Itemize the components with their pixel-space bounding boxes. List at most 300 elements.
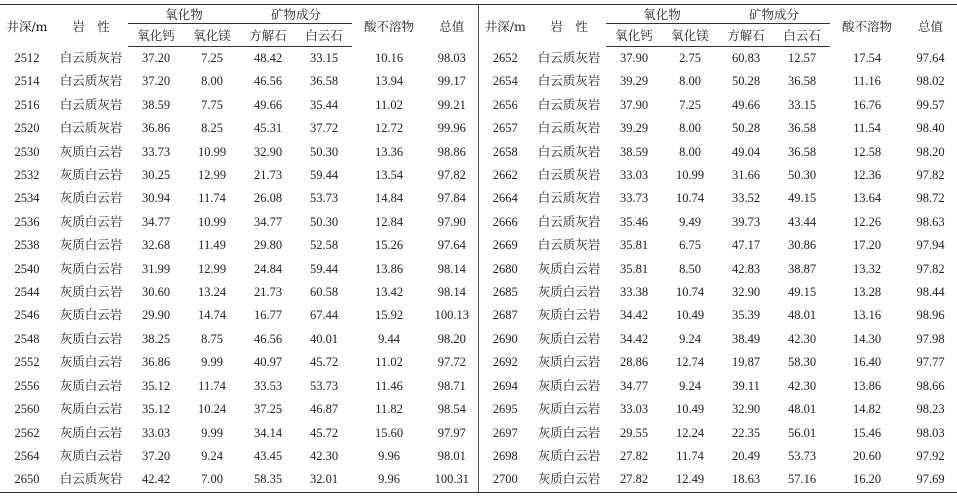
- cell-right-cao: 27.82: [606, 468, 662, 492]
- header-mgo: 氧化镁: [184, 24, 240, 47]
- cell-left-dolomite: 52.58: [309, 238, 339, 253]
- cell-left-depth: 2532: [14, 168, 40, 183]
- cell-right-insoluble: 13.64: [853, 191, 882, 206]
- cell-right-insoluble: 17.54: [853, 50, 882, 65]
- cell-left-mgo: 9.24: [201, 448, 223, 463]
- cell-left-insoluble: 15.60: [374, 425, 404, 440]
- table-row: [0, 351, 957, 374]
- cell-left-dolomite: 50.30: [309, 144, 339, 159]
- cell-right-lithology: 灰质白云岩: [537, 355, 601, 370]
- cell-right-mgo: 10.74: [675, 191, 705, 206]
- cell-right-mgo: 9.24: [679, 378, 701, 393]
- cell-right-depth: 2657: [478, 117, 532, 140]
- cell-right-depth: 2680: [478, 258, 532, 281]
- cell-right-calcite: 33.52: [731, 191, 761, 206]
- cell-left-mgo: 11.49: [198, 238, 226, 253]
- cell-left-cao: 29.90: [141, 308, 171, 323]
- cell-left-cao: 38.25: [141, 331, 171, 346]
- cell-right-calcite: 60.83: [731, 51, 761, 65]
- cell-left-calcite: 26.08: [253, 191, 283, 206]
- cell-right-cao: 35.81: [619, 261, 649, 276]
- cell-left-depth: 2514: [14, 74, 40, 89]
- cell-right-dolomite: 42.30: [787, 378, 817, 393]
- cell-left-dolomite: 67.44: [309, 308, 339, 323]
- cell-left-mgo: 8.75: [201, 331, 223, 346]
- cell-left-lithology: 灰质白云岩: [59, 285, 123, 300]
- cell-right-lithology: 灰质白云岩: [537, 402, 601, 417]
- header-lithology: 岩 性: [54, 5, 128, 47]
- cell-left-dolomite: 53.73: [309, 191, 339, 206]
- cell-right-cao: 27.82: [619, 448, 649, 463]
- cell-left-depth: 2548: [14, 331, 40, 346]
- cell-left-mgo: 9.99: [201, 425, 223, 440]
- cell-left-total: 97.64: [437, 238, 466, 253]
- cell-left-calcite: 40.97: [253, 355, 283, 370]
- cell-left-calcite: 29.80: [253, 238, 283, 253]
- cell-left-cao: 37.20: [141, 448, 171, 463]
- cell-right-insoluble: 11.16: [853, 74, 881, 89]
- cell-right-insoluble: 12.36: [853, 168, 882, 183]
- cell-right-depth: 2666: [478, 211, 532, 234]
- cell-left-depth: 2560: [14, 402, 40, 417]
- header-oxide-group-right: 氧化物: [606, 5, 718, 24]
- cell-right-insoluble: 12.58: [853, 144, 882, 159]
- header-mineral-group: 矿物成分: [240, 5, 352, 24]
- cell-right-lithology: 白云质灰岩: [537, 121, 601, 136]
- cell-left-dolomite: 53.73: [309, 378, 339, 393]
- cell-left-mgo: 13.24: [197, 285, 227, 300]
- header-cao: 氧化钙: [128, 24, 184, 47]
- cell-left-total: 97.97: [437, 425, 466, 440]
- cell-left-mgo: 10.99: [197, 214, 227, 229]
- cell-right-insoluble: 13.32: [853, 261, 882, 276]
- cell-left-mgo: 7.25: [201, 51, 223, 65]
- table-row: [0, 398, 957, 421]
- cell-right-dolomite: 12.57: [787, 51, 817, 65]
- cell-right-total: 97.69: [904, 468, 957, 492]
- cell-right-insoluble: 14.82: [853, 402, 882, 417]
- cell-left-calcite: 46.56: [253, 74, 283, 89]
- cell-left-mgo: 7.00: [184, 468, 240, 492]
- table-row: [0, 422, 957, 445]
- cell-right-total: 98.40: [916, 121, 945, 136]
- cell-right-lithology: 白云质灰岩: [537, 97, 601, 112]
- cell-left-total: 98.01: [437, 448, 466, 463]
- cell-left-cao: 34.77: [141, 214, 171, 229]
- cell-right-depth: 2698: [478, 445, 532, 468]
- cell-right-mgo: 12.49: [662, 468, 718, 492]
- cell-right-calcite: 19.87: [731, 355, 761, 370]
- cell-left-lithology: 白云质灰岩: [59, 74, 123, 89]
- cell-left-total: 99.21: [437, 97, 466, 112]
- cell-left-depth: 2530: [14, 144, 40, 159]
- cell-right-total: 97.92: [916, 448, 945, 463]
- cell-right-total: 98.63: [916, 214, 945, 229]
- cell-right-total: 97.94: [916, 238, 945, 253]
- cell-left-mgo: 14.74: [197, 308, 227, 323]
- cell-left-dolomite: 36.58: [309, 74, 339, 89]
- cell-left-total: 98.14: [437, 285, 466, 300]
- cell-left-total: 98.86: [437, 144, 466, 159]
- cell-left-calcite: 43.45: [253, 448, 283, 463]
- cell-right-dolomite: 58.30: [787, 355, 817, 370]
- cell-left-insoluble: 14.84: [374, 191, 404, 206]
- cell-right-calcite: 39.73: [731, 214, 761, 229]
- cell-right-cao: 29.55: [619, 425, 649, 440]
- table-row: [0, 328, 957, 351]
- cell-left-total: 99.17: [437, 74, 466, 89]
- cell-left-calcite: 34.77: [253, 214, 283, 229]
- cell-right-total: 97.64: [916, 50, 945, 65]
- cell-right-depth: 2690: [478, 328, 532, 351]
- cell-left-mgo: 11.74: [198, 191, 226, 206]
- table-row: [0, 117, 957, 140]
- cell-left-mgo: 10.24: [197, 402, 227, 417]
- header-calcite: 方解石: [240, 24, 296, 47]
- cell-right-cao: 28.86: [619, 355, 649, 370]
- table-row: [0, 187, 957, 210]
- cell-left-calcite: 32.90: [253, 144, 283, 159]
- cell-right-insoluble: 16.20: [830, 468, 904, 492]
- cell-left-calcite: 16.77: [253, 308, 283, 323]
- header-total: 总值: [426, 5, 478, 47]
- cell-right-insoluble: 13.86: [853, 378, 882, 393]
- cell-left-dolomite: 60.58: [309, 285, 339, 300]
- cell-right-dolomite: 38.87: [787, 261, 817, 276]
- cell-left-cao: 35.12: [141, 402, 171, 417]
- header-depth: 井深/m: [0, 5, 54, 47]
- table-row: [0, 211, 957, 234]
- cell-right-dolomite: 36.58: [787, 121, 817, 136]
- cell-right-cao: 34.77: [619, 378, 649, 393]
- cell-right-dolomite: 50.30: [787, 168, 817, 183]
- cell-left-total: 98.71: [437, 378, 466, 393]
- cell-left-dolomite: 42.30: [309, 448, 339, 463]
- cell-right-depth: 2662: [478, 164, 532, 187]
- cell-left-dolomite: 46.87: [309, 402, 339, 417]
- cell-left-cao: 42.42: [128, 468, 184, 492]
- cell-left-total: 98.20: [437, 331, 466, 346]
- cell-right-depth: 2654: [478, 70, 532, 93]
- cell-right-cao: 33.38: [619, 285, 649, 300]
- cell-right-mgo: 8.00: [679, 144, 701, 159]
- cell-right-insoluble: 13.28: [853, 285, 882, 300]
- header-mgo-right: 氧化镁: [662, 24, 718, 47]
- cell-right-total: 97.98: [916, 331, 945, 346]
- table-row: [0, 141, 957, 164]
- cell-right-lithology: 白云质灰岩: [537, 214, 601, 229]
- cell-right-dolomite: 49.15: [787, 191, 817, 206]
- cell-left-total: 98.03: [437, 50, 466, 65]
- table-row: [0, 234, 957, 257]
- cell-right-depth: 2669: [478, 234, 532, 257]
- cell-left-insoluble: 13.36: [374, 144, 404, 159]
- table-row: [0, 47, 957, 71]
- cell-right-insoluble: 16.76: [853, 97, 882, 112]
- cell-left-insoluble: 11.82: [375, 402, 403, 417]
- cell-left-lithology: 白云质灰岩: [59, 97, 123, 112]
- cell-right-cao: 39.29: [619, 74, 649, 89]
- cell-right-cao: 39.29: [619, 121, 649, 136]
- cell-right-lithology: 灰质白云岩: [537, 331, 601, 346]
- header-depth-right: 井深/m: [478, 5, 532, 47]
- cell-right-dolomite: 48.01: [787, 402, 817, 417]
- cell-left-lithology: 白云质灰岩: [59, 50, 123, 65]
- cell-left-mgo: 8.00: [201, 74, 223, 89]
- cell-left-dolomite: 40.01: [309, 331, 339, 346]
- cell-left-calcite: 48.42: [253, 51, 283, 65]
- cell-right-depth: 2652: [478, 47, 532, 71]
- cell-left-lithology: 白云质灰岩: [59, 121, 123, 136]
- cell-right-calcite: 39.11: [732, 378, 760, 393]
- cell-left-total: 97.72: [437, 355, 466, 370]
- table-row: [0, 70, 957, 93]
- cell-right-calcite: 32.90: [731, 285, 761, 300]
- cell-left-lithology: 灰质白云岩: [59, 378, 123, 393]
- cell-right-depth: 2694: [478, 375, 532, 398]
- cell-left-calcite: 24.84: [253, 261, 283, 276]
- cell-right-dolomite: 53.73: [787, 448, 817, 463]
- cell-left-insoluble: 11.46: [375, 378, 403, 393]
- cell-right-mgo: 10.99: [675, 168, 705, 183]
- cell-right-cao: 33.73: [619, 191, 649, 206]
- cell-right-lithology: 灰质白云岩: [537, 308, 601, 323]
- table-body: [0, 47, 957, 493]
- cell-left-lithology: 灰质白云岩: [59, 168, 123, 183]
- cell-left-total: 99.96: [437, 121, 466, 136]
- cell-right-total: 98.03: [916, 425, 945, 440]
- cell-left-insoluble: 15.26: [374, 238, 404, 253]
- cell-left-depth: 2536: [14, 214, 40, 229]
- cell-left-calcite: 33.53: [253, 378, 283, 393]
- cell-left-depth: 2538: [14, 238, 40, 253]
- header-insoluble: 酸不溶物: [352, 5, 426, 47]
- cell-right-total: 97.82: [916, 261, 945, 276]
- cell-right-dolomite: 36.58: [787, 144, 817, 159]
- cell-right-lithology: 灰质白云岩: [537, 448, 601, 463]
- cell-right-cao: 34.42: [619, 308, 649, 323]
- cell-right-insoluble: 11.54: [853, 121, 881, 136]
- cell-left-insoluble: 13.54: [374, 168, 404, 183]
- cell-left-total: 98.14: [437, 261, 466, 276]
- cell-right-cao: 33.03: [619, 168, 649, 183]
- cell-left-insoluble: 13.94: [374, 74, 404, 89]
- cell-right-total: 98.20: [916, 144, 945, 159]
- cell-right-mgo: 8.50: [679, 261, 701, 276]
- cell-right-calcite: 42.83: [731, 261, 761, 276]
- cell-left-lithology: 白云质灰岩: [54, 468, 128, 492]
- cell-right-insoluble: 20.60: [853, 448, 882, 463]
- table-header: [0, 5, 957, 47]
- cell-left-lithology: 灰质白云岩: [59, 308, 123, 323]
- cell-left-total: 97.90: [437, 214, 466, 229]
- cell-left-calcite: 34.14: [253, 425, 283, 440]
- cell-right-calcite: 47.17: [731, 238, 761, 253]
- header-mineral-group-right: 矿物成分: [718, 5, 830, 24]
- cell-right-lithology: 灰质白云岩: [537, 425, 601, 440]
- cell-left-cao: 38.59: [141, 97, 171, 112]
- cell-right-mgo: 7.25: [679, 97, 701, 112]
- cell-right-calcite: 50.28: [731, 121, 761, 136]
- cell-left-cao: 33.03: [141, 425, 171, 440]
- cell-right-depth: 2697: [478, 422, 532, 445]
- cell-left-depth: 2562: [14, 425, 40, 440]
- cell-right-insoluble: 16.40: [853, 355, 882, 370]
- cell-right-calcite: 32.90: [731, 402, 761, 417]
- cell-left-insoluble: 15.92: [374, 308, 404, 323]
- header-dolomite: 白云石: [296, 24, 352, 47]
- cell-left-total: 97.82: [437, 168, 466, 183]
- cell-right-total: 98.66: [916, 378, 945, 393]
- cell-left-cao: 36.86: [141, 121, 171, 136]
- cell-right-lithology: 灰质白云岩: [537, 285, 601, 300]
- header-lithology-right: 岩 性: [532, 5, 606, 47]
- header-oxide-group: 氧化物: [128, 5, 240, 24]
- cell-right-calcite: 49.04: [731, 144, 761, 159]
- cell-right-mgo: 2.75: [679, 51, 701, 65]
- cell-right-lithology: 白云质灰岩: [537, 238, 601, 253]
- cell-left-mgo: 9.99: [201, 355, 223, 370]
- cell-left-depth: 2540: [14, 261, 40, 276]
- cell-right-depth: 2685: [478, 281, 532, 304]
- cell-left-insoluble: 10.16: [374, 50, 404, 65]
- table-row: [0, 468, 957, 492]
- cell-right-mgo: 11.74: [676, 448, 704, 463]
- cell-right-total: 98.72: [916, 191, 945, 206]
- cell-left-insoluble: 13.42: [374, 285, 404, 300]
- cell-right-cao: 35.81: [619, 238, 649, 253]
- cell-left-mgo: 8.25: [201, 121, 223, 136]
- cell-right-calcite: 50.28: [731, 74, 761, 89]
- cell-right-insoluble: 15.46: [853, 425, 882, 440]
- cell-left-dolomite: 45.72: [309, 355, 339, 370]
- cell-right-depth: 2658: [478, 141, 532, 164]
- cell-left-depth: 2520: [14, 121, 40, 136]
- cell-right-cao: 38.59: [619, 144, 649, 159]
- cell-left-calcite: 46.56: [253, 331, 283, 346]
- table-row: [0, 375, 957, 398]
- header-total-right: 总值: [904, 5, 957, 47]
- table-row: [0, 94, 957, 117]
- cell-right-total: 98.96: [916, 308, 945, 323]
- cell-right-lithology: 白云质灰岩: [537, 74, 601, 89]
- header-cao-right: 氧化钙: [606, 24, 662, 47]
- cell-left-lithology: 灰质白云岩: [59, 191, 123, 206]
- cell-left-total: 100.31: [426, 468, 478, 492]
- cell-left-lithology: 灰质白云岩: [59, 402, 123, 417]
- cell-left-depth: 2556: [14, 378, 40, 393]
- cell-right-total: 98.02: [916, 74, 945, 89]
- cell-left-mgo: 10.99: [197, 144, 227, 159]
- cell-left-lithology: 灰质白云岩: [59, 425, 123, 440]
- cell-left-depth: 2552: [14, 355, 40, 370]
- cell-left-total: 98.54: [437, 402, 466, 417]
- cell-right-insoluble: 12.26: [853, 214, 882, 229]
- cell-left-depth: 2534: [14, 191, 40, 206]
- cell-left-calcite: 45.31: [253, 121, 283, 136]
- cell-right-dolomite: 30.86: [787, 238, 817, 253]
- cell-left-dolomite: 32.01: [296, 468, 352, 492]
- cell-left-lithology: 灰质白云岩: [59, 261, 123, 276]
- cell-right-insoluble: 13.16: [853, 308, 882, 323]
- cell-right-lithology: 白云质灰岩: [537, 144, 601, 159]
- cell-left-depth: 2516: [14, 97, 40, 112]
- cell-left-total: 97.84: [437, 191, 466, 206]
- cell-right-dolomite: 56.01: [787, 425, 817, 440]
- cell-left-mgo: 12.99: [197, 261, 227, 276]
- cell-left-dolomite: 59.44: [309, 261, 339, 276]
- cell-left-insoluble: 12.72: [374, 121, 404, 136]
- cell-right-total: 97.77: [916, 355, 945, 370]
- cell-left-cao: 36.86: [141, 355, 171, 370]
- cell-left-cao: 30.60: [141, 285, 171, 300]
- header-dolomite-right: 白云石: [774, 24, 830, 47]
- cell-right-calcite: 49.66: [731, 97, 761, 112]
- cell-left-calcite: 58.35: [240, 468, 296, 492]
- cell-left-lithology: 灰质白云岩: [59, 238, 123, 253]
- cell-left-insoluble: 9.96: [352, 468, 426, 492]
- cell-right-insoluble: 17.20: [853, 238, 882, 253]
- cell-left-depth: 2650: [0, 468, 54, 492]
- cell-left-depth: 2544: [14, 285, 40, 300]
- header-insoluble-right: 酸不溶物: [830, 5, 904, 47]
- cell-right-calcite: 22.35: [731, 425, 761, 440]
- cell-left-mgo: 12.99: [197, 168, 227, 183]
- cell-right-calcite: 31.66: [731, 168, 761, 183]
- cell-left-lithology: 灰质白云岩: [59, 214, 123, 229]
- cell-left-dolomite: 35.44: [309, 97, 339, 112]
- cell-left-cao: 32.68: [141, 238, 171, 253]
- cell-right-cao: 37.90: [619, 97, 649, 112]
- cell-left-calcite: 21.73: [253, 168, 283, 183]
- cell-left-dolomite: 45.72: [309, 425, 339, 440]
- cell-right-cao: 34.42: [619, 331, 649, 346]
- cell-left-dolomite: 33.15: [309, 51, 339, 65]
- cell-left-calcite: 49.66: [253, 97, 283, 112]
- cell-left-cao: 35.12: [141, 378, 171, 393]
- cell-right-cao: 37.90: [619, 51, 649, 65]
- cell-left-cao: 37.20: [141, 51, 171, 65]
- cell-left-lithology: 灰质白云岩: [59, 331, 123, 346]
- cell-right-calcite: 18.63: [718, 468, 774, 492]
- cell-right-cao: 35.46: [619, 214, 649, 229]
- cell-left-insoluble: 12.84: [374, 214, 404, 229]
- cell-left-insoluble: 11.02: [375, 97, 403, 112]
- cell-right-calcite: 20.49: [731, 448, 761, 463]
- cell-right-lithology: 灰质白云岩: [537, 378, 601, 393]
- cell-right-mgo: 9.49: [679, 214, 701, 229]
- cell-right-dolomite: 57.16: [774, 468, 830, 492]
- table-row: [0, 304, 957, 327]
- cell-right-dolomite: 36.58: [787, 74, 817, 89]
- cell-right-total: 97.82: [916, 168, 945, 183]
- cell-right-mgo: 10.74: [675, 285, 705, 300]
- cell-right-cao: 33.03: [619, 402, 649, 417]
- cell-left-lithology: 灰质白云岩: [59, 144, 123, 159]
- cell-left-dolomite: 59.44: [309, 168, 339, 183]
- lithology-composition-table: [0, 4, 957, 493]
- cell-left-insoluble: 9.44: [378, 331, 400, 346]
- cell-left-insoluble: 11.02: [375, 355, 403, 370]
- cell-right-lithology: 白云质灰岩: [537, 168, 601, 183]
- cell-left-depth: 2546: [14, 308, 40, 323]
- table-row: [0, 258, 957, 281]
- cell-right-insoluble: 14.30: [853, 331, 882, 346]
- cell-left-calcite: 21.73: [253, 285, 283, 300]
- cell-left-mgo: 7.75: [201, 97, 223, 112]
- cell-left-lithology: 灰质白云岩: [59, 355, 123, 370]
- table-row: [0, 445, 957, 468]
